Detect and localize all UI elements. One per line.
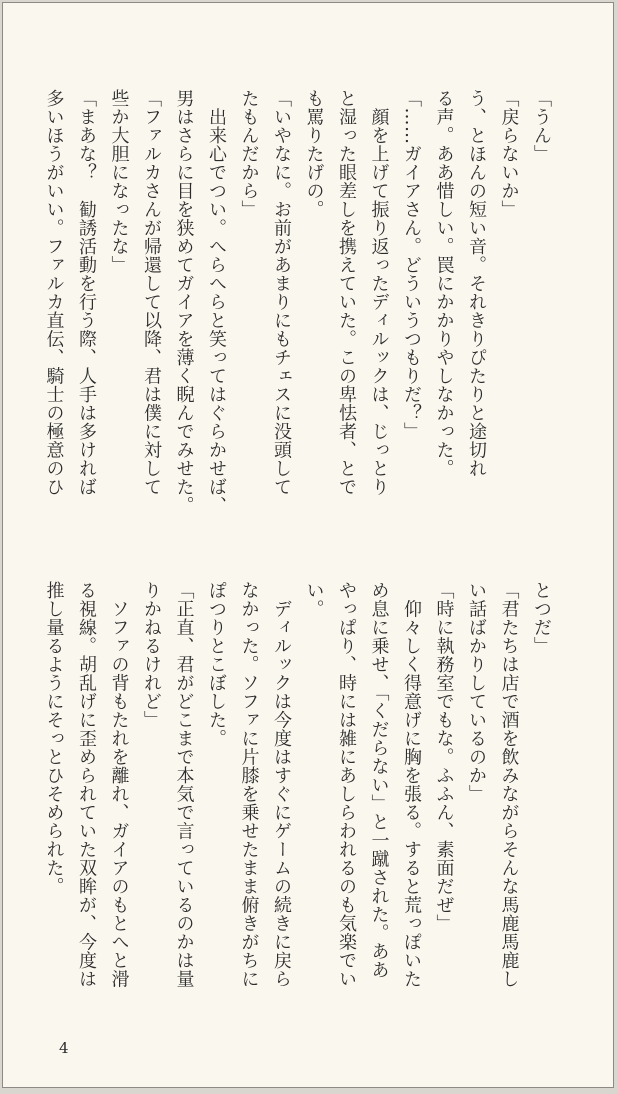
text-line: 「ファルカさんが帰還して以降、君は僕に対して xyxy=(141,89,162,496)
text-line: る視線。胡乱げに歪められていた双眸が、今度は xyxy=(76,581,97,988)
page-number: 4 xyxy=(59,1039,69,1057)
text-line: 「……ガイアさん。どういうつもりだ？」 xyxy=(401,89,422,441)
text-line: やっぱり、時には雑にあしらわれるのも気楽でい xyxy=(336,581,357,988)
text-line: 仰々しく得意げに胸を張る。すると荒っぽいた xyxy=(401,581,422,988)
text-line: る声。ああ惜しい。罠にかかりやしなかった。 xyxy=(433,89,455,478)
book-page xyxy=(2,2,614,1088)
text-line: い。 xyxy=(303,581,325,618)
text-line: い話ばかりしているのか」 xyxy=(466,581,487,803)
text-line: 出来心でつい。へらへらと笑ってはぐらかせば、 xyxy=(206,89,227,515)
text-line: 「戻らないか」 xyxy=(498,89,520,219)
text-block-top xyxy=(43,89,557,515)
text-line: 推し量るようにそっとひそめられた。 xyxy=(43,581,65,896)
text-line: たもんだから」 xyxy=(238,89,260,219)
text-line: りかねるけれど」 xyxy=(141,581,162,729)
text-line: 「いやなに。お前があまりにもチェスに没頭して xyxy=(271,89,292,496)
text-line: 「うん」 xyxy=(531,89,552,163)
text-line: う、とほんの短い音。それきりぴたりと途切れ xyxy=(466,89,487,478)
text-line: と湿った眼差しを携えていた。この卑怯者、とで xyxy=(336,89,357,496)
text-line: め息に乗せ、「くだらない」と一蹴された。ああ xyxy=(368,581,390,979)
text-line: ソファの背もたれを離れ、ガイアのもとへと滑 xyxy=(108,581,130,988)
text-line: も罵りたげの。 xyxy=(303,89,325,219)
text-line: ディルックは今度はすぐにゲームの続きに戻ら xyxy=(271,581,292,988)
text-line: 顔を上げて振り返ったディルックは、じっとり xyxy=(368,89,390,496)
text-line: 「まあな？ 勧誘活動を行う際、人手は多ければ xyxy=(76,89,97,496)
text-line: 「正直、君がどこまで本気で言っているのかは量 xyxy=(173,581,195,988)
text-block-bottom xyxy=(43,581,557,999)
text-line: ぽつりとこぼした。 xyxy=(206,581,227,748)
text-line: なかった。ソファに片膝を乗せたまま俯きがちに xyxy=(238,581,260,988)
text-line: 些か大胆になったな」 xyxy=(108,89,130,274)
text-line: 多いほうがいい。ファルカ直伝、騎士の極意のひ xyxy=(43,89,65,496)
text-line: 「君たちは店で酒を飲みながらそんな馬鹿馬鹿し xyxy=(498,581,520,988)
text-line: とつだ」 xyxy=(531,581,552,655)
text-line: 「時に執務室でもな。ふふん、素面だぜ」 xyxy=(433,581,455,933)
text-line: 男はさらに目を狭めてガイアを薄く睨んでみせた。 xyxy=(173,89,195,515)
